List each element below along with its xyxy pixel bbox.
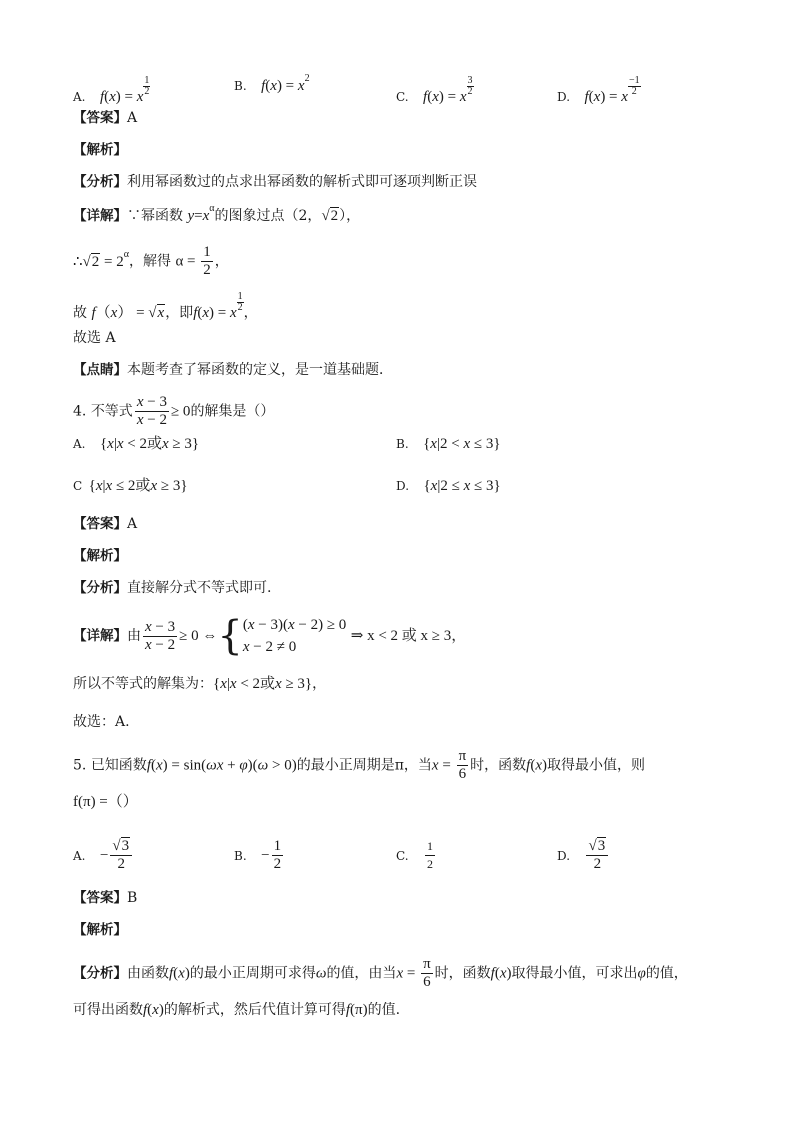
fenxi-text: 的解析式，然后代值计算可得: [163, 1002, 346, 1018]
q5-option-c: [396, 838, 437, 873]
q5-fenxi-line1: [73, 956, 688, 991]
q5-analysis-heading: [73, 920, 127, 940]
q5-stem-line1: [73, 748, 645, 783]
option-formula: −: [99, 847, 109, 864]
detail-text: ，解得: [129, 253, 171, 270]
q3-choose: 故选 A: [73, 330, 116, 346]
fraction-pi-6: $\frac{\pi}{6}$: [423, 956, 431, 990]
q3-option-d: [557, 76, 641, 107]
q5-answer: [73, 888, 137, 908]
phi-symbol: φ: [637, 965, 646, 982]
q3-analysis-heading: [73, 140, 127, 160]
stem-text: 已知函数: [90, 757, 147, 774]
detail-text: 由: [127, 628, 141, 644]
q4-analysis-heading: [73, 546, 127, 566]
x-value: x =: [431, 757, 455, 774]
q3-detail-line3: [73, 292, 258, 323]
option-formula: {x|x ≤ 2或x ≥ 3}: [88, 478, 188, 494]
conclusion-text: 所以不等式的解集为：: [73, 676, 213, 692]
q4-answer: [73, 514, 137, 534]
fenxi-text: 的值，由当: [326, 965, 397, 982]
detail-text: 故: [73, 305, 87, 321]
fenxi-tag: 【分析】: [73, 965, 127, 982]
option-formula: −: [261, 847, 270, 864]
conclusion-text: ，: [312, 676, 327, 692]
stem-text: 取得最小值，则: [546, 757, 645, 774]
option-formula: f(x) = x $\frac{3}{2}$: [423, 75, 473, 105]
q3-fenxi: [73, 172, 477, 192]
answer-tag: 【答案】: [73, 516, 127, 532]
q5-option-b: [234, 838, 285, 873]
fraction: $\frac{√3}{2}$: [110, 838, 132, 873]
answer-value: A: [127, 110, 138, 126]
option-label: D.: [557, 848, 571, 863]
analysis-tag: 【解析】: [73, 142, 127, 158]
detail-tag: 【详解】: [73, 208, 127, 224]
option-label: B.: [234, 848, 247, 863]
q3-option-a: [73, 76, 150, 107]
q4-option-c: [73, 476, 188, 496]
inequality-fraction: $\frac{x - 3}{x - 2}$: [136, 394, 167, 428]
function-ref: f(x): [526, 757, 547, 774]
comment-text: 本题考查了幂函数的定义，是一道基础题．: [127, 362, 393, 378]
answer-value: B: [127, 890, 138, 906]
fenxi-text: 取得最小值，可求出: [511, 965, 638, 982]
analysis-tag: 【解析】: [73, 922, 127, 938]
function-sqrt: f（x） = √x: [91, 305, 165, 321]
option-label: A.: [73, 437, 86, 451]
q3-detail-line1: [73, 203, 361, 226]
analysis-tag: 【解析】: [73, 548, 127, 564]
detail-text: ），: [339, 208, 361, 224]
option-label: C: [73, 479, 83, 493]
sqrt-2: √2: [321, 208, 339, 224]
fenxi-text: 由函数: [127, 965, 169, 982]
option-formula: f(x) = x $\frac{1}{2}$: [99, 75, 150, 105]
q4-option-d: [396, 476, 501, 496]
x-value: x =: [396, 965, 420, 982]
fraction: $\frac{√3}{2}$: [586, 838, 608, 873]
comment-tag: 【点睛】: [73, 362, 127, 378]
stem-text: 不等式: [90, 403, 133, 420]
system-brace: {: [217, 613, 243, 659]
detail-text: ，: [243, 305, 258, 321]
function-ref: f(x): [143, 1002, 164, 1018]
equation: ∴√2 = $2^\alpha$: [73, 248, 129, 270]
q4-option-a: [73, 434, 199, 454]
option-formula: {x|x < 2或x ≥ 3}: [99, 436, 200, 452]
solution-set: {x|x < 2或x ≥ 3}: [213, 676, 313, 692]
function-ref: f(x): [490, 965, 512, 982]
q4-fenxi: [73, 578, 271, 598]
function-value-pi: f(π): [345, 1002, 368, 1018]
stem-text: 的最小正周期是π，当: [296, 757, 432, 774]
fenxi-text: 直接解分式不等式即可.: [127, 580, 272, 596]
option-label: B.: [234, 79, 247, 93]
answer-tag: 【答案】: [73, 110, 127, 126]
fenxi-text: 可得出函数: [73, 1002, 143, 1018]
fenxi-text: 的值.: [367, 1002, 401, 1018]
q4-stem: [73, 394, 274, 429]
stem-text: 时，函数: [470, 757, 527, 774]
q3-comment: [73, 360, 393, 380]
fraction: $\frac{1}{2}$: [273, 838, 282, 872]
function-power: f(x) = x $\frac{1}{2}$: [193, 291, 243, 321]
fraction: $\frac{1}{2}$: [427, 839, 434, 871]
inequality-sign: ≥ 0: [170, 403, 191, 420]
fraction-pi-6: $\frac{\pi}{6}$: [458, 748, 467, 782]
option-formula: $f(x) = x^2$: [261, 73, 310, 94]
fenxi-tag: 【分析】: [73, 174, 127, 190]
fenxi-text: 的值，: [645, 965, 688, 982]
q4-choose: 故选：A.: [73, 714, 130, 730]
fenxi-text: 时，函数: [434, 965, 491, 982]
fenxi-tag: 【分析】: [73, 580, 127, 596]
fraction: $\frac{1}{2}$: [203, 244, 211, 278]
equivalence: ≥ 0 ⇔: [179, 628, 218, 644]
question-number: 4.: [73, 403, 87, 420]
option-label: D.: [396, 479, 410, 493]
stem-text: 的解集是（）: [190, 403, 275, 420]
detail-text: ，即: [165, 305, 194, 321]
power-function-formula: $y=x^\alpha$: [187, 203, 215, 224]
q4-option-b: [396, 434, 501, 454]
detail-text: ∵幂函数: [127, 208, 183, 224]
answer-value: A: [127, 516, 138, 532]
q4-detail: [73, 614, 466, 658]
q3-option-b: [234, 73, 310, 96]
option-label: D.: [557, 90, 571, 104]
question-number: 5.: [73, 757, 87, 774]
detail-text: 的图象过点（2，: [214, 208, 322, 224]
answer-tag: 【答案】: [73, 890, 127, 906]
detail-result: ⇒ x < 2 或 x ≥ 3，: [350, 628, 467, 644]
option-label: A.: [73, 848, 86, 863]
function-definition: f(x) = sin(ωx + φ)(ω > 0): [146, 757, 297, 774]
q5-fenxi-line2: [73, 1000, 400, 1020]
q5-option-a: [73, 838, 134, 873]
inequality-fraction: $\frac{x - 3}{x - 2}$: [145, 618, 176, 653]
fenxi-text: 的最小正周期可求得: [189, 965, 316, 982]
option-label: A.: [73, 90, 86, 104]
option-label: C.: [396, 90, 409, 104]
inequality-system: (x − 3)(x − 2) ≥ 0 x − 2 ≠ 0: [242, 617, 347, 655]
q4-conclusion: [73, 674, 326, 694]
q3-option-c: [396, 76, 474, 107]
detail-text: ，: [214, 253, 229, 270]
option-formula: f(x) = x $\frac{-1}{2}$: [584, 75, 640, 105]
detail-tag: 【详解】: [73, 628, 127, 644]
option-label: C.: [396, 848, 409, 863]
q3-detail-line2: [73, 244, 229, 279]
q5-option-d: [557, 838, 610, 873]
option-label: B.: [396, 437, 409, 451]
q3-answer: [73, 108, 137, 128]
option-formula: {x|2 < x ≤ 3}: [423, 436, 501, 452]
function-ref: f(x): [169, 965, 190, 982]
omega-symbol: ω: [315, 965, 327, 982]
option-formula: {x|2 ≤ x ≤ 3}: [423, 478, 501, 494]
q5-stem-line2: f(π) =（）: [73, 794, 138, 810]
alpha-value: α =: [175, 253, 200, 270]
fenxi-text: 利用幂函数过的点求出幂函数的解析式即可逐项判断正误: [127, 174, 477, 190]
